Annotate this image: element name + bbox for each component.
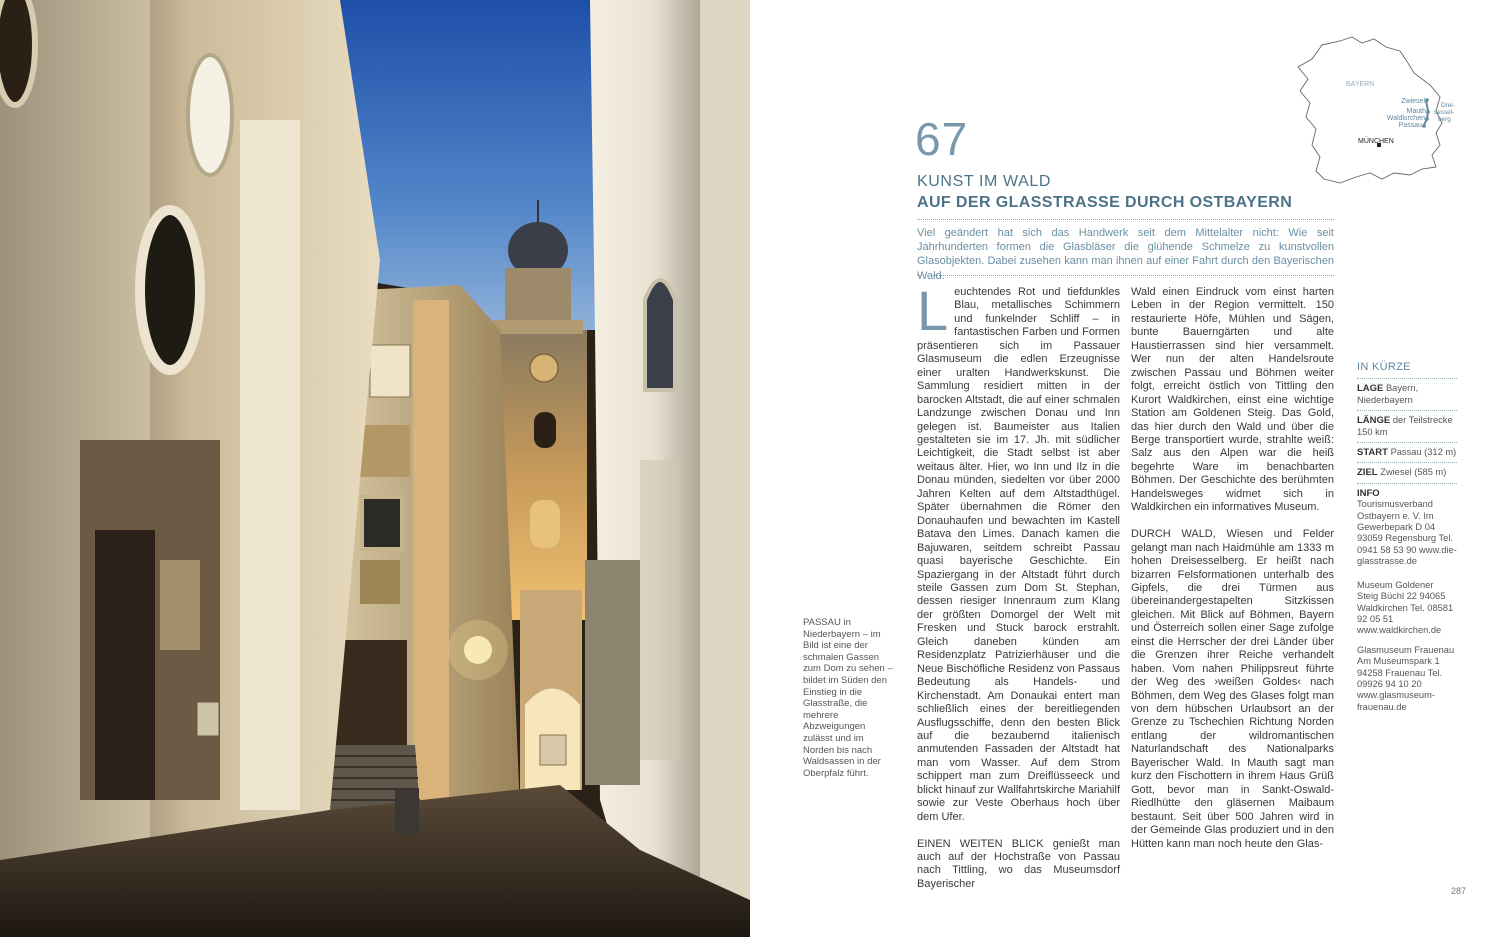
drop-cap: L [917,279,949,342]
map-town-label: Mauth [1406,108,1426,115]
sidebar-value: Zwiesel (585 m) [1380,467,1447,478]
body-paragraph [917,279,1121,824]
chapter-number: 67 [915,113,969,165]
sidebar-item [1357,410,1457,442]
marker-waldkirchen [1425,117,1429,121]
body-text: euchtendes Rot und tiefdunkles Blau, metallisches Schimmern und funkelnder Schliff – in fantastischen Farben und Formen präsentieren sich im Passauer Glasmuseum die edlen Erzeugnisse einer uralten Handwerkskunst. Die Sammlung residiert mitten in der barocken Altstadt, die auf einer schmalen Landzunge zwischen Donau und Inn gelegen ist. Baumeister aus Italien gestalteten sie im 17. Jh. mit südlicher Leichtigkeit, die Stadt selbst ist aber weitaus älter. Hier, wo Inn und Ilz in die Donau münden, siedelten vor über 2000 Jahren Kelten auf dem Altstadthügel. Später übernahmen die Römer den Donauhaufen und bewachten im Kastell Batava den Limes. Danach kamen die Bajuwaren, seitdem schreibt Passau quasi bayerische Geschichte. Ein Spaziergang in der Altstadt führt durch steile Gassen zum Dom St. Stephan, dessen riesiger Innenraum zum Klang der größten Domorgel der Welt mit Fresken und Stuck barock erstrahlt. Gleich daneben künden am Residenzplatz Patrizierhäuser und die Neue Bischöfliche Residenz von Passaus Bedeutung als Handels- und Kirchenstadt. Am Donaukai entert man schließlich eines der bereitliegenden Ausflugsschiffe, denn den besten Blick auf die bezaubernd italienisch anmutenden Fassaden der Altstadt hat man vom Wasser. Auf dem Strom schippert man zum Dreiflüsseeck und blickt hinauf zur Wallfahrtskirche Mariahilf sowie zur Veste Oberhaus hoch über dem Ufer. [917,286,1121,823]
sidebar-label: INFO [1357,487,1380,499]
photo-caption: PASSAU in Niederbayern – im Bild ist eine der schmalen Gassen zum Dom zu sehen – bildet im Süden den Einstieg in die Glasstraße, die mehrere Abzweigungen zulässt und im Norden bis nach Waldsassen in der Oberpfalz führt. [803,617,893,779]
map-town-label: Zwiesel [1401,98,1425,105]
chapter-title: KUNST IM WALD [917,173,1052,190]
sidebar-value: der Teilstrecke 150 km [1357,415,1453,437]
divider [917,219,1334,220]
info-sidebar [1357,362,1457,721]
body-column-2 [1131,286,1334,864]
chapter-subtitle: AUF DER GLASSTRASSE DURCH OSTBAYERN [917,194,1293,211]
sidebar-label: LAGE [1357,383,1384,395]
sidebar-label: ZIEL [1357,467,1378,479]
lead-paragraph: Viel geändert hat sich das Handwerk seit dem Mittelalter nicht: Wie seit Jahrhunderten formen die Glasbläser die glühende Schmelze zu kunstvollen Glasobjekten. Dabei zusehen kann man ihnen auf einer Fahrt durch den Bayerischen Wald. [917,227,1334,282]
sidebar-value: Bayern, Niederbayern [1357,383,1419,405]
divider [917,275,1334,276]
body-paragraph: Wald einen Eindruck vom einst harten Leben in der Region vermittelt. 150 restaurierte Höfe, Mühlen und Sägen, bunte Bauerngärten und alte Haustierrassen sind hier versammelt. Wer nun der alten Handelsroute zwischen Passau und Böhmen weiter folgt, erreicht östlich von Tittling den Kurort Waldkirchen, einst eine wichtige Station am Goldenen Steig. Das Gold, das hier durch den Wald und über die Berge transportiert wurde, strahlte weiß: Salz aus den Alpen war die heiß begehrte Ware im benachbarten Böhmen. Der Geschichte des berühmten Handelsweges widmet sich in Waldkirchen ein informatives Museum. [1131,286,1334,514]
sidebar-label: LÄNGE [1357,415,1391,427]
sidebar-address: Glasmuseum Frauenau Am Museumspark 1 94258 Frauenau Tel. 09926 94 10 20 www.glasmuseum-frauenau.de [1357,644,1455,712]
sidebar-label: START [1357,447,1388,459]
bavaria-map [1290,33,1470,193]
sidebar-value: Passau (312 m) [1390,447,1457,458]
sidebar-item [1357,462,1457,482]
marker-mauth [1426,110,1430,114]
page-number: 287 [1451,886,1467,896]
map-town-label: Passau [1398,122,1422,129]
map-town-label: Waldkirchen [1386,115,1425,122]
body-column-1 [917,279,1121,905]
sidebar-heading: IN KÜRZE [1357,361,1411,373]
map-peak-label: Drei-sessel-berg [1434,102,1455,123]
sidebar-item [1357,378,1457,410]
body-paragraph: DURCH WALD, Wiesen und Felder gelangt man nach Haidmühle am 1333 m hohen Dreisesselberg. Er heißt nach bizarren Felsformationen unterhalb des Gipfels, die drei Türmen aus übereinandergestapelten Sitzkissen gleichen. Mit Blick auf Böhmen, Bayern und Österreich sollen einer Sage zufolge einst die Herrscher der drei Länder über die Grenzen ihrer Reiche verhandelt haben. Vom nahen Philippsreut führte der Weg des ›weißen Goldes‹ nach Böhmen, dem Weg des Glases folgt man von dem hübschen Urlaubsort an der Grenze zu Tschechien Richtung Norden entlang der wildromantischen Naturlandschaft des Nationalparks Bayerischer Wald. In Mauth sagt man kurz den Fischottern in ihrem Haus Grüß Gott, bevor man in Sankt-Oswald-Riedlhütte den gläsernen Maibaum bestaunt. Seit über 500 Jahren wird in der Gemeinde Glas produziert und in den Hütten kann man noch heute den Glas- [1131,528,1334,850]
sidebar-address: Museum Goldener Steig Büchl 22 94065 Waldkirchen Tel. 08581 92 05 51 www.waldkirchen.de [1357,579,1454,636]
body-paragraph: EINEN WEITEN BLICK genießt man auch auf der Hochstraße von Passau nach Tittling, wo das Museumsdorf Bayerischer [917,837,1120,890]
sidebar-value: Tourismusverband Ostbayern e. V. Im Gewerbepark D 04 93059 Regensburg Tel. 0941 58 53 90 www.die-glasstrasse.de [1357,499,1457,567]
map-region-label: BAYERN [1346,81,1375,88]
marker-passau [1422,124,1426,128]
marker-zwiesel [1425,98,1429,102]
sidebar-item [1357,483,1457,572]
map-capital-label: MÜNCHEN [1358,138,1394,145]
sidebar-item [1357,442,1457,462]
